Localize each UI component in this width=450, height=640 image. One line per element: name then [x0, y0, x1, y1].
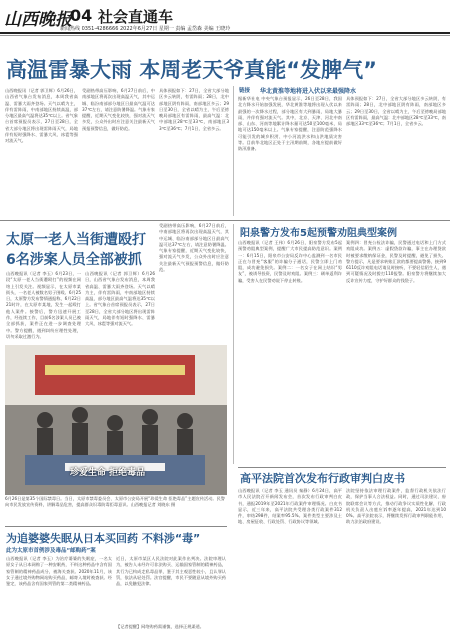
story1-col3: 具体预报如下：27日，全省大部分地区多云转阴，有雷阵雨；28日，北中部地区阴有阵雨，南部地区多云；29日至30日，全省以晴为主，午后至傍晚局部地区有雷阵雨，最高气温：北中部地区28℃至33℃，南部地区33℃至36℃；7月1日，全省多云。: [159, 88, 229, 131]
link-label: 链接: [239, 88, 251, 94]
header-meta: 新闻热线 0351-4286666 2022年6月27日 星期一 责编 孟岱森 美编 王晓玲: [60, 26, 231, 32]
story1-col1: 山西晚报讯（记者 郭卫辉）6月26日，山西省气象台发布消息，本周我省高温、雷暴大雨齐登场。天气以晴为主，伴有雷阵雨，中南部地区持续高温，部分地区最高气温将达35℃以上。省气象台首席预报员表示，27日至28日，全省大部分地区将出现雷阵雨天气，局地伴有短时强降水、雷暴大风、冰雹等强对流天气。: [5, 88, 78, 144]
masthead-logo: 山西晚报: [4, 10, 72, 30]
story3-col1: 山西晚报讯（记者 王伟）6月26日，阳泉警方发布5起预警劝阻典型案例，提醒广大市民提高防范意识。案例一：6月15日，阳泉市公安局反诈中心监测到一名市民正在与冒充“客服”的诈骗分子通话，民警立即上门劝阻，成功避免损失。案例二：一名女子在网上结识“男友”，被诱导投资，民警及时劝阻。案例三：刷单返利诈骗，受害人在民警劝说下停止转账。: [238, 240, 342, 283]
story1-col2: 受副热带高压影响，6月27日前后，中南部地区将再次出现高温天气，其中运城、临汾南部部分地区日最高气温可达37℃左右，请注意防暑降温。气象专家提醒，近期天气变化较快，强对流天气多发，公众外出时应注意关注最新天气预报预警信息，做好防范。: [82, 88, 155, 131]
story2-col2: 山西晚报讯（记者 郭卫辉）6月26日，山西省气象台发布消息，本周我省高温、雷暴大雨齐登场。天气以晴为主，伴有雷阵雨，中南部地区持续高温，部分地区最高气温将达35℃以上。省气象台首席预报员表示，27日至28日，全省大部分地区将出现雷阵雨天气，局地伴有短时强降水、雷暴大风、冰雹等强对流天气。: [85, 271, 155, 327]
story4-headline: 为追婆婆失眠从日本买回药 不料涉“毒”: [6, 532, 201, 545]
story5-col1: 山西晚报讯（记者 李玉 通讯员 秦静）6月24日，高平市人民法院召开新闻发布会，首次发布行政审判白皮书，通报2019年至2021年行政案件审理情况。白皮书显示，近三年来，高平法院共受理各类行政案件312件，审结298件，结案率95.5%。案件类型主要涉及土地、房屋征收、行政处罚、行政协议等领域。: [238, 488, 342, 525]
photo-title: 珍爱生命 拒绝毒品: [70, 468, 146, 478]
story2-headline-line1: 太原一老人当街遭殴打: [6, 232, 146, 248]
story2-col1: 山西晚报讯（记者 李玉）6月23日，一段“太原一老人当街遭殴打”的视频在网络上引发关注。视频显示，在太原市某街头，一名老人被数名男子围殴。6月25日，太原警方发布警情通报称，6月22日21时许，在太原市某地，发生一起殴打他人案件。接警后，警方迅速开展工作，经连续工作，目前6名涉案人员已被全部抓获，案件正在进一步调查处理中。警方提醒，遇到纠纷应理性处理，切勿采取过激行为。: [6, 271, 81, 339]
story3-col2: 案例四：冒充公检法诈骗，民警通过电话和上门方式劝阻成功。案例五：虚假贷款诈骗，事主在办理贷款时被要求缴纳保证金，民警及时提醒，避免了损失。警方提示，凡是要求转账汇款的都要提高警惕，接到96110反诈劝阻电话请及时接听，不要轻信陌生人，遇到可疑情况及时拨打110报警。阳泉警方将继续加大反诈宣传力度，守护好群众的钱袋子。: [346, 240, 446, 283]
photo-caption: 6月26日是第35个国际禁毒日。当日，太原市禁毒委员会、太原市公安局开展“珍爱生命 拒绝毒品”主题宣传活动。民警向市民发放宣传资料，讲解毒品危害，提高群众识毒防毒拒毒意识。山西晚报记者 刘晓东 摄: [5, 496, 225, 508]
story4-note: 【记者提醒】网络购药需谨慎，选择正规渠道。: [116, 624, 204, 629]
story5-col2: 法院坚持依法审理行政案件，监督行政机关依法行政，保护当事人合法权益。同时，通过司法建议、府院联席会议等方式，推动行政争议实质性化解，行政机关负责人出庭应诉率逐年提高，2021年达到100%。高平法院表示，将继续发挥行政审判职能作用，助力法治政府建设。: [346, 488, 446, 525]
link-title: 华北黄淮等地将进入伏以来最强降水: [260, 88, 357, 95]
header-divider: [0, 32, 450, 34]
story5-headline: 高平法院首次发布行政审判白皮书: [240, 472, 405, 485]
story4-col1: 山西晚报讯（记者 李玉）为治疗婆婆的失眠症，一名太原女子从日本网购了一种安眠药，不料这种药品中含有国家管制的精神药品成分，被海关查获。2020年11月，该女子通过境外购物网站购买药品，邮寄入境时被查获。经鉴定，该药品含有国家列管的第二类精神药品。: [6, 556, 112, 587]
story2-col3: 受副热带高压影响，6月27日前后，中南部地区将再次出现高温天气，其中运城、临汾南部部分地区日最高气温可达37℃左右，请注意防暑降温。气象专家提醒，近期天气变化较快，强对流天气多发，公众外出时应注意关注最新天气预报预警信息，做好防范。: [159, 223, 229, 273]
link-body-col1: 据新华社电 中央气象台预报显示，26日至28日，我国北方降水开始加强发展，华北黄淮等地将出现入伏以来最强的一次降水过程，部分地区有大到暴雨，局地大暴雨，并伴有强对流天气。其中，北京、天津、河北中南部、山东、河南等地累计降水量可达50至100毫米，局地可达150毫米以上。气象专家提醒，注意防范强降水可能引发的城乡积涝、中小河流洪水和山洪地质灾害等。目前华北地区正处于主汛期前期，各地应提前做好防汛准备。: [238, 96, 342, 152]
section-divider-2: [5, 526, 227, 527]
story3-headline: 阳泉警方发布5起预警劝阻典型案例: [240, 228, 397, 239]
section-divider-3: [238, 467, 446, 468]
story3-divider: [233, 224, 234, 464]
section-divider-1: [0, 220, 450, 221]
story4-col2: 近日，太原市某区人民法院对此案作出判决。法院审理认为，被告人未经许可非法购买、运输国家管制的精神药品，其行为已构成走私毒品罪，鉴于其主观恶性较小，且认罪认罚，依法从轻处罚。法官提醒，市民不要随意从境外购买药品，以免触犯法律。: [116, 556, 226, 587]
story2-headline-line2: 6名涉案人员全部被抓: [6, 252, 142, 268]
header-divider-thin: [0, 35, 450, 36]
story1-headline: 高温雷暴大雨 本周老天爷真能“发脾气”: [6, 58, 377, 82]
story4-subtitle: 此为太原市首例涉及毒品“邮购药”案: [6, 548, 96, 554]
section-title: 社会直通车: [98, 8, 174, 26]
page-number: 04: [70, 6, 93, 25]
link-body-col2: 具体预报如下：27日，全省大部分地区多云转阴，有雷阵雨；28日，北中部地区阴有阵雨，南部地区多云；29日至30日，全省以晴为主，午后至傍晚局部地区有雷阵雨，最高气温：北中部地区28℃至33℃，南部地区33℃至36℃；7月1日，全省多云。: [346, 96, 446, 127]
story1-divider: [233, 86, 234, 216]
